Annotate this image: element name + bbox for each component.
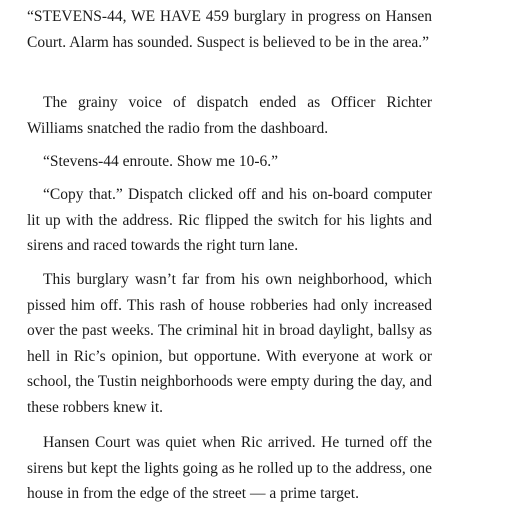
paragraph-dispatch-call: “STEVENS-44, WE HAVE 459 burglary in progress on Hansen Court. Alarm has sounded. Suspect is believed to be in the area.” bbox=[27, 8, 432, 51]
paragraph-burglary: This burglary wasn’t far from his own neighborhood, which pissed him off. This rash of house robberies had only increased over the past weeks. The criminal hit in broad daylight, ballsy as hell in Ric’s opinion, but opportune. With everyone at work or school, the Tustin neighborhoods were empty during the day, and these robbers knew it. bbox=[27, 271, 432, 416]
paragraph-hansen-court: Hansen Court was quiet when Ric arrived. He turned off the sirens but kept the lights going as he rolled up to the address, one house in from the edge of the street — a prime target. bbox=[27, 434, 432, 503]
paragraph-copy-that: “Copy that.” Dispatch clicked off and his on-board computer lit up with the address. Ric flipped the switch for his lights and sirens and raced towards the right turn lane. bbox=[27, 186, 432, 255]
paragraph-enroute: “Stevens-44 enroute. Show me 10-6.” bbox=[43, 153, 279, 170]
paragraph-dispatch-voice: The grainy voice of dispatch ended as Officer Richter Williams snatched the radio from the dashboard. bbox=[27, 94, 432, 137]
